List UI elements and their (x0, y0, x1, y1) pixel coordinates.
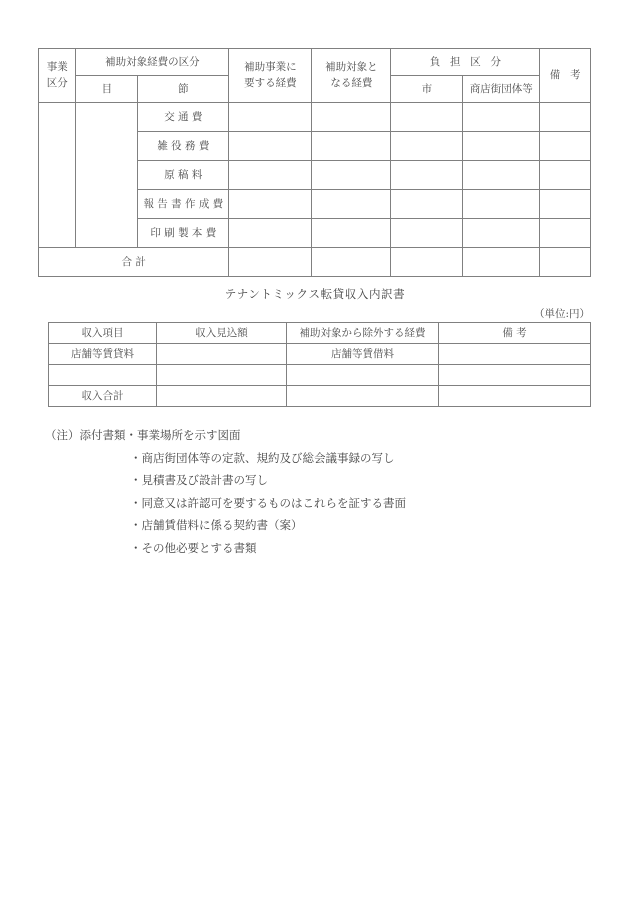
note-item: ・商店街団体等の定款、規約及び総会議事録の写し (130, 450, 395, 465)
cell-total-eligible-cost[interactable] (312, 248, 391, 277)
cell-burden-association[interactable] (463, 132, 540, 161)
income-section-title: テナントミックス転貸収入内訳書 (224, 287, 406, 301)
cell-income-total-remarks[interactable] (439, 386, 591, 407)
header-income-item: 収入項目 (49, 323, 157, 344)
cell-section: 報 告 書 作 成 費 (138, 190, 229, 219)
header-eligible-cost: 補助対象と なる経費 (312, 49, 391, 103)
cell-eligible-cost[interactable] (312, 190, 391, 219)
note-line (45, 447, 406, 470)
cell-remarks[interactable] (540, 103, 591, 132)
unit-note: （単位:円） (533, 308, 590, 320)
header-item: 目 (76, 76, 138, 103)
cell-eligible-cost[interactable] (312, 161, 391, 190)
cell-section: 雑 役 務 費 (138, 132, 229, 161)
note-first-line (45, 424, 406, 447)
cell-burden-association[interactable] (463, 103, 540, 132)
header-burden-category: 負 担 区 分 (391, 49, 540, 76)
cell-required-cost[interactable] (229, 219, 312, 248)
cell-total-remarks[interactable] (540, 248, 591, 277)
cell-expected-income[interactable] (157, 344, 287, 365)
cell-income-item[interactable] (49, 365, 157, 386)
header-remarks: 備 考 (540, 49, 591, 103)
expense-breakdown-table (38, 48, 591, 277)
header-expected-income: 収入見込額 (157, 323, 287, 344)
header-burden-city: 市 (391, 76, 463, 103)
cell-burden-city[interactable] (391, 103, 463, 132)
header-subsidy-cost-category: 補助対象経費の区分 (76, 49, 229, 76)
cell-total-burden-association[interactable] (463, 248, 540, 277)
cell-remarks[interactable] (540, 190, 591, 219)
cell-section: 印 刷 製 本 費 (138, 219, 229, 248)
table-row (49, 365, 591, 386)
cell-income-remarks[interactable] (439, 344, 591, 365)
note-item: ・店舗賃借料に係る契約書（案） (130, 518, 303, 532)
cell-total-required-cost[interactable] (229, 248, 312, 277)
cell-remarks[interactable] (540, 132, 591, 161)
income-header-row (49, 323, 591, 344)
header-burden-association: 商店街団体等 (463, 76, 540, 103)
header-required-cost: 補助事業に 要する経費 (229, 49, 312, 103)
header-section: 節 (138, 76, 229, 103)
cell-eligible-cost[interactable] (312, 219, 391, 248)
cell-item[interactable] (76, 103, 138, 248)
header-business-category: 事業 区分 (39, 49, 76, 103)
cell-income-total-excluded[interactable] (287, 386, 439, 407)
cell-excluded-cost: 店舗等賃借料 (287, 344, 439, 365)
expense-total-row (39, 248, 591, 277)
cell-expected-income[interactable] (157, 365, 287, 386)
note-item: ・見積書及び設計書の写し (130, 473, 268, 487)
expense-header-row-1 (39, 49, 591, 76)
cell-total-label: 合 計 (39, 248, 229, 277)
cell-eligible-cost[interactable] (312, 103, 391, 132)
table-row (39, 103, 591, 132)
cell-income-total-label: 収入合計 (49, 386, 157, 407)
cell-eligible-cost[interactable] (312, 132, 391, 161)
cell-burden-city[interactable] (391, 132, 463, 161)
note-item: ・事業場所を示す図面 (125, 428, 241, 442)
note-line (45, 492, 406, 515)
note-line (45, 537, 406, 560)
cell-total-burden-city[interactable] (391, 248, 463, 277)
notes-label: （注）添付書類 (45, 428, 126, 442)
cell-section: 原 稿 料 (138, 161, 229, 190)
cell-required-cost[interactable] (229, 161, 312, 190)
note-line (45, 514, 406, 537)
income-breakdown-table (48, 322, 591, 407)
header-excluded-cost: 補助対象から除外する経費 (287, 323, 439, 344)
cell-burden-city[interactable] (391, 161, 463, 190)
cell-burden-association[interactable] (463, 161, 540, 190)
cell-excluded-cost[interactable] (287, 365, 439, 386)
cell-income-total-expected[interactable] (157, 386, 287, 407)
cell-burden-city[interactable] (391, 219, 463, 248)
cell-burden-association[interactable] (463, 190, 540, 219)
cell-remarks[interactable] (540, 161, 591, 190)
cell-required-cost[interactable] (229, 132, 312, 161)
cell-burden-city[interactable] (391, 190, 463, 219)
cell-income-remarks[interactable] (439, 365, 591, 386)
note-item: ・同意又は許認可を要するものはこれらを証する書面 (130, 495, 406, 510)
note-line (45, 469, 406, 492)
cell-income-item: 店舗等賃貸料 (49, 344, 157, 365)
cell-business-category[interactable] (39, 103, 76, 248)
cell-section: 交 通 費 (138, 103, 229, 132)
cell-burden-association[interactable] (463, 219, 540, 248)
header-income-remarks: 備 考 (439, 323, 591, 344)
cell-required-cost[interactable] (229, 190, 312, 219)
note-item: ・その他必要とする書類 (130, 540, 257, 555)
cell-required-cost[interactable] (229, 103, 312, 132)
table-row (49, 344, 591, 365)
income-total-row (49, 386, 591, 407)
notes-block (45, 424, 406, 559)
cell-remarks[interactable] (540, 219, 591, 248)
